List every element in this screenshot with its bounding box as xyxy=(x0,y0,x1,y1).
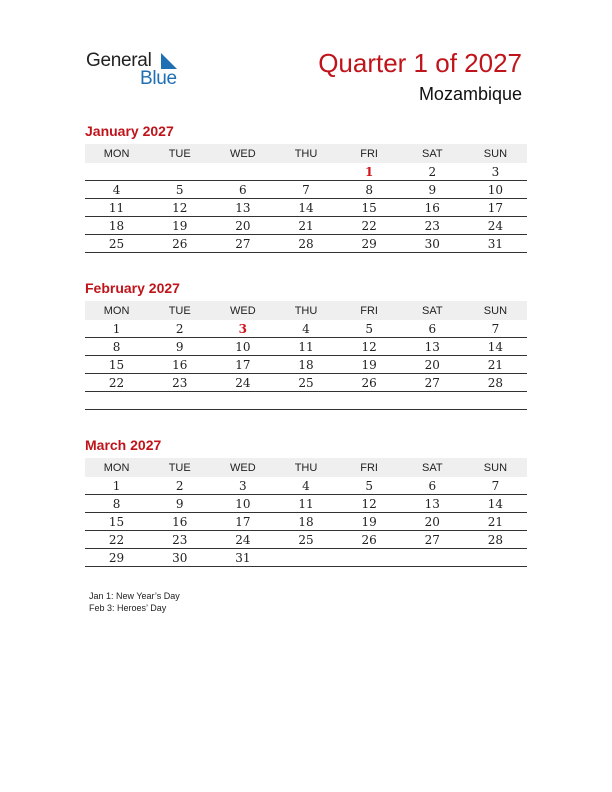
holiday-notes xyxy=(89,590,180,614)
day-cell: 6 xyxy=(401,320,464,338)
weekday-header: MON xyxy=(85,301,148,320)
week-row xyxy=(85,495,527,513)
day-cell: 22 xyxy=(85,374,148,392)
day-cell: 3 xyxy=(211,477,274,495)
day-cell xyxy=(338,549,401,567)
day-cell: 21 xyxy=(464,513,527,531)
day-cell: 13 xyxy=(401,338,464,356)
day-cell: 6 xyxy=(211,181,274,199)
day-cell xyxy=(85,392,148,410)
day-cell: 16 xyxy=(401,199,464,217)
month-february xyxy=(85,279,527,410)
weekday-header: FRI xyxy=(338,144,401,163)
day-cell: 14 xyxy=(464,338,527,356)
day-cell: 14 xyxy=(464,495,527,513)
week-row xyxy=(85,392,527,410)
week-row xyxy=(85,320,527,338)
day-cell: 9 xyxy=(148,338,211,356)
day-cell: 18 xyxy=(274,356,337,374)
day-cell: 28 xyxy=(274,235,337,253)
day-cell: 30 xyxy=(401,235,464,253)
day-cell xyxy=(401,392,464,410)
day-cell: 10 xyxy=(211,338,274,356)
day-cell: 12 xyxy=(338,495,401,513)
weekday-header: THU xyxy=(274,301,337,320)
week-row xyxy=(85,513,527,531)
day-cell: 22 xyxy=(85,531,148,549)
day-cell: 24 xyxy=(211,531,274,549)
day-cell: 17 xyxy=(211,513,274,531)
day-cell: 23 xyxy=(401,217,464,235)
month-march xyxy=(85,436,527,567)
weekday-header: TUE xyxy=(148,458,211,477)
day-cell xyxy=(148,163,211,181)
day-cell: 25 xyxy=(85,235,148,253)
day-cell: 19 xyxy=(148,217,211,235)
week-row xyxy=(85,235,527,253)
calendar-table xyxy=(85,301,527,410)
day-cell xyxy=(274,392,337,410)
day-cell: 28 xyxy=(464,374,527,392)
day-cell: 24 xyxy=(464,217,527,235)
day-cell: 22 xyxy=(338,217,401,235)
day-cell: 8 xyxy=(85,495,148,513)
day-cell xyxy=(148,392,211,410)
week-row xyxy=(85,163,527,181)
day-cell: 14 xyxy=(274,199,337,217)
month-title: February 2027 xyxy=(85,280,180,296)
weekday-header: MON xyxy=(85,458,148,477)
day-cell: 7 xyxy=(464,320,527,338)
day-cell xyxy=(85,163,148,181)
weekday-header: SAT xyxy=(401,301,464,320)
day-cell: 23 xyxy=(148,531,211,549)
day-cell: 20 xyxy=(401,513,464,531)
day-cell: 20 xyxy=(401,356,464,374)
day-cell: 11 xyxy=(274,338,337,356)
weekday-header: MON xyxy=(85,144,148,163)
day-cell: 3 xyxy=(211,320,274,338)
month-january xyxy=(85,122,527,253)
weekday-header: THU xyxy=(274,144,337,163)
day-cell: 23 xyxy=(148,374,211,392)
day-cell: 11 xyxy=(85,199,148,217)
day-cell: 2 xyxy=(401,163,464,181)
day-cell: 27 xyxy=(401,531,464,549)
holiday-note: Feb 3: Heroes’ Day xyxy=(89,603,167,613)
day-cell: 2 xyxy=(148,320,211,338)
day-cell: 8 xyxy=(85,338,148,356)
day-cell: 15 xyxy=(85,513,148,531)
day-cell: 4 xyxy=(85,181,148,199)
day-cell: 4 xyxy=(274,477,337,495)
day-cell: 28 xyxy=(464,531,527,549)
day-cell: 1 xyxy=(85,320,148,338)
day-cell: 16 xyxy=(148,356,211,374)
day-cell: 13 xyxy=(401,495,464,513)
day-cell xyxy=(274,163,337,181)
day-cell: 30 xyxy=(148,549,211,567)
weekday-header: WED xyxy=(211,458,274,477)
day-cell: 2 xyxy=(148,477,211,495)
day-cell: 5 xyxy=(338,320,401,338)
weekday-header: TUE xyxy=(148,144,211,163)
day-cell: 3 xyxy=(464,163,527,181)
day-cell: 1 xyxy=(85,477,148,495)
day-cell: 12 xyxy=(148,199,211,217)
week-row xyxy=(85,374,527,392)
day-cell: 25 xyxy=(274,374,337,392)
holiday-note: Jan 1: New Year’s Day xyxy=(89,591,180,601)
logo-text-blue: Blue xyxy=(140,68,177,89)
day-cell xyxy=(464,549,527,567)
weekday-header: SUN xyxy=(464,144,527,163)
weekday-header-row xyxy=(85,458,527,477)
day-cell: 10 xyxy=(211,495,274,513)
day-cell xyxy=(274,549,337,567)
weekday-header: WED xyxy=(211,301,274,320)
day-cell: 26 xyxy=(338,374,401,392)
day-cell: 27 xyxy=(211,235,274,253)
day-cell: 19 xyxy=(338,356,401,374)
week-row xyxy=(85,181,527,199)
week-row xyxy=(85,477,527,495)
week-row xyxy=(85,531,527,549)
day-cell: 26 xyxy=(148,235,211,253)
day-cell: 16 xyxy=(148,513,211,531)
day-cell: 10 xyxy=(464,181,527,199)
logo-triangle-icon xyxy=(161,53,177,69)
day-cell: 8 xyxy=(338,181,401,199)
month-title: January 2027 xyxy=(85,123,174,139)
day-cell: 13 xyxy=(211,199,274,217)
day-cell: 17 xyxy=(464,199,527,217)
day-cell xyxy=(211,392,274,410)
country-name: Mozambique xyxy=(418,84,522,104)
weekday-header: SAT xyxy=(401,458,464,477)
week-row xyxy=(85,217,527,235)
week-row xyxy=(85,549,527,567)
day-cell: 25 xyxy=(274,531,337,549)
day-cell: 7 xyxy=(464,477,527,495)
week-row xyxy=(85,356,527,374)
day-cell: 19 xyxy=(338,513,401,531)
day-cell: 9 xyxy=(148,495,211,513)
day-cell xyxy=(401,549,464,567)
day-cell xyxy=(338,392,401,410)
weekday-header-row xyxy=(85,301,527,320)
day-cell xyxy=(211,163,274,181)
weekday-header: WED xyxy=(211,144,274,163)
day-cell: 15 xyxy=(338,199,401,217)
day-cell: 11 xyxy=(274,495,337,513)
day-cell: 4 xyxy=(274,320,337,338)
calendar-table xyxy=(85,144,527,253)
weekday-header: THU xyxy=(274,458,337,477)
month-title: March 2027 xyxy=(85,437,162,453)
day-cell: 18 xyxy=(85,217,148,235)
weekday-header: SAT xyxy=(401,144,464,163)
day-cell: 29 xyxy=(338,235,401,253)
day-cell: 1 xyxy=(338,163,401,181)
day-cell: 27 xyxy=(401,374,464,392)
logo-text-general: General xyxy=(86,50,152,71)
day-cell: 21 xyxy=(274,217,337,235)
day-cell: 5 xyxy=(148,181,211,199)
day-cell: 31 xyxy=(211,549,274,567)
day-cell: 24 xyxy=(211,374,274,392)
day-cell: 6 xyxy=(401,477,464,495)
day-cell: 17 xyxy=(211,356,274,374)
generalblue-logo xyxy=(86,50,186,90)
week-row xyxy=(85,199,527,217)
weekday-header-row xyxy=(85,144,527,163)
weekday-header: SUN xyxy=(464,458,527,477)
day-cell: 29 xyxy=(85,549,148,567)
day-cell: 12 xyxy=(338,338,401,356)
weekday-header: TUE xyxy=(148,301,211,320)
weekday-header: FRI xyxy=(338,301,401,320)
page-title: Quarter 1 of 2027 xyxy=(318,48,522,78)
day-cell: 26 xyxy=(338,531,401,549)
day-cell: 31 xyxy=(464,235,527,253)
calendar-table xyxy=(85,458,527,567)
day-cell: 15 xyxy=(85,356,148,374)
day-cell xyxy=(464,392,527,410)
weekday-header: SUN xyxy=(464,301,527,320)
weekday-header: FRI xyxy=(338,458,401,477)
day-cell: 20 xyxy=(211,217,274,235)
day-cell: 9 xyxy=(401,181,464,199)
day-cell: 5 xyxy=(338,477,401,495)
day-cell: 18 xyxy=(274,513,337,531)
day-cell: 7 xyxy=(274,181,337,199)
week-row xyxy=(85,338,527,356)
day-cell: 21 xyxy=(464,356,527,374)
